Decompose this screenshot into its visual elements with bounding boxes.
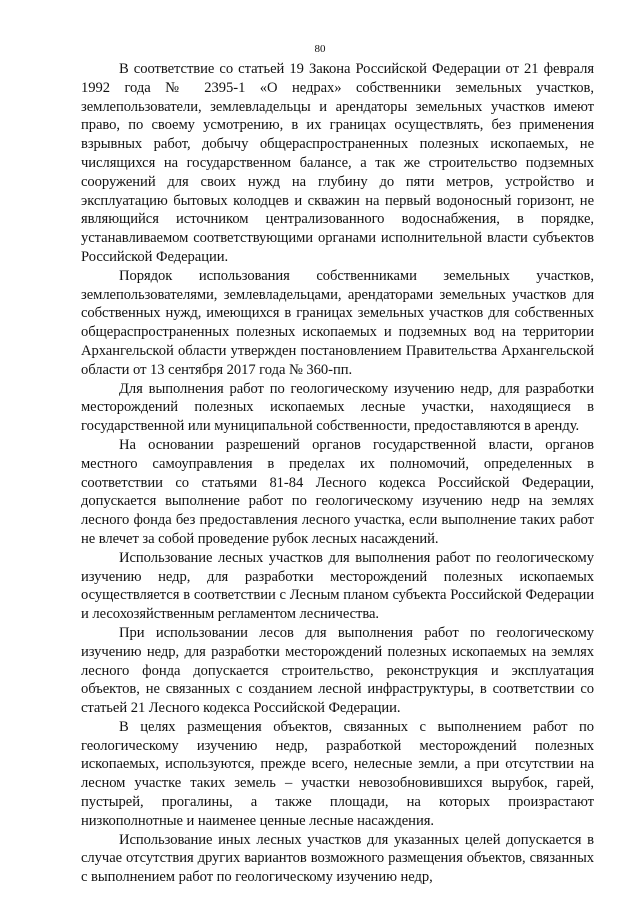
paragraph-lease-of-forest-plots: Для выполнения работ по геологическому изучению недр, для разработки месторождений полезных ископаемых лесные участки, находящиеся в государственной или муниципальной собственности, предоставляются в аренду.: [81, 380, 594, 435]
page-number: 80: [314, 43, 326, 55]
paragraph-construction-allowed: При использовании лесов для выполнения работ по геологическому изучению недр, для разработки месторождений полезных ископаемых на землях лесного фонда допускается строительство, реконструкция и эксплуатация объектов, не связанных с созданием лесной инфраструктуры, в соответствии со статьей 21 Лесного кодекса Российской Федерации.: [81, 624, 594, 717]
paragraph-other-plots-usage: Использование иных лесных участков для указанных целей допускается в случае отсутствия других вариантов возможного размещения объектов, связанных с выполнением работ по геологическому изучению недр,: [81, 831, 594, 886]
paragraph-placement-of-objects: В целях размещения объектов, связанных с выполнением работ по геологическому изучению недр, разработкой месторождений полезных ископаемых, используются, прежде всего, нелесные земли, а при отсутствии на лесном участке таких земель – участки невозобновившихся вырубок, гарей, пустырей, прогалины, а также площади, на которых произрастают низкополнотные и наименее ценные лесные насаждения.: [81, 718, 594, 829]
paragraph-usage-procedure: Порядок использования собственниками земельных участков, землепользователями, землевладельцами, арендаторами земельных участков для собственных нужд, имеющихся в границах земельных участков для собственных общераспространенных полезных ископаемых и подземных вод на территории Архангельской области утвержден постановлением Правительства Архангельской области от 13 сентября 2017 года № 360-пп.: [81, 267, 594, 378]
paragraph-forest-plan-compliance: Использование лесных участков для выполнения работ по геологическому изучению недр, для разработки месторождений полезных ископаемых осуществляется в соответствии с Лесным планом субъекта Российской Федерации и лесохозяйственным регламентом лесничества.: [81, 549, 594, 623]
document-body: [81, 60, 594, 887]
paragraph-permits-without-plot: На основании разрешений органов государственной власти, органов местного самоуправления в пределах их полномочий, определенных в соответствии со статьями 81-84 Лесного кодекса Российской Федерации, допускается выполнение работ по геологическому изучению недр на землях лесного фонда без предоставления лесного участка, если выполнение таких работ не влечет за собой проведение рубок лесных насаждений.: [81, 436, 594, 547]
paragraph-subsoil-law-rights: В соответствие со статьей 19 Закона Российской Федерации от 21 февраля 1992 года № 2395-1 «О недрах» собственники земельных участков, землепользователи, землевладельцы и арендаторы земельных участков имеют право, по своему усмотрению, в их границах осуществлять, без применения взрывных работ, добычу общераспространенных полезных ископаемых, не числящихся на государственном балансе, а так же строительство подземных сооружений для своих нужд на глубину до пяти метров, устройство и эксплуатацию бытовых колодцев и скважин на первый водоносный горизонт, не являющийся источником централизованного водоснабжения, в порядке, устанавливаемом соответствующими органами исполнительной власти субъектов Российской Федерации.: [81, 61, 594, 265]
